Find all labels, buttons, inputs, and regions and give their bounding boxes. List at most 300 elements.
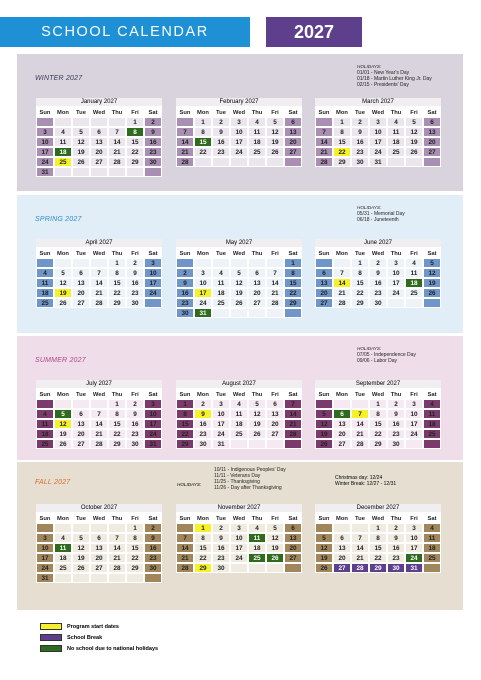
day-cell: 2 [212,117,230,127]
day-cell: 6 [72,268,90,278]
day-cell: 27 [333,563,351,573]
day-cell: 20 [315,288,333,298]
day-cell: 12 [315,419,333,429]
season-1 [17,54,463,191]
day-cell: 3 [405,523,423,533]
day-cell: 26 [315,563,333,573]
day-cell: 21 [176,553,194,563]
weekday-header: Sat [423,248,441,258]
day-cell: 5 [54,268,72,278]
day-cell: 7 [108,533,126,543]
day-cell: 27 [284,553,302,563]
day-cell: 23 [126,429,144,439]
empty-cell [194,157,212,167]
month-calendar [176,380,302,449]
weekday-header: Sat [423,389,441,399]
day-cell: 6 [72,409,90,419]
weekday-header: Mon [333,248,351,258]
weekday-header: Fri [266,107,284,117]
day-cell: 17 [36,553,54,563]
day-grid [176,248,302,318]
holiday-note: 11/11 - Veterans Day [214,473,261,479]
weekday-header: Thu [387,513,405,523]
day-cell: 20 [72,429,90,439]
day-grid [176,389,302,449]
day-cell: 6 [266,399,284,409]
day-grid [315,389,441,449]
month-title: August 2027 [176,380,302,389]
weekday-header: Mon [54,107,72,117]
holiday-note: 01/01 - New Year's Day [357,70,410,76]
day-cell: 28 [108,157,126,167]
empty-cell [266,439,284,449]
day-cell: 31 [405,563,423,573]
month-title: February 2027 [176,98,302,107]
day-cell: 27 [333,439,351,449]
day-cell: 9 [176,278,194,288]
empty-cell [90,573,108,583]
day-cell: 17 [230,137,248,147]
day-cell: 2 [351,117,369,127]
day-cell: 15 [194,137,212,147]
empty-cell [144,573,162,583]
day-cell: 11 [423,533,441,543]
day-cell: 29 [126,563,144,573]
day-cell: 13 [333,543,351,553]
day-cell: 18 [230,419,248,429]
weekday-header: Tue [212,389,230,399]
weekday-header: Fri [266,513,284,523]
day-cell: 27 [423,147,441,157]
empty-cell [266,157,284,167]
weekday-header: Tue [72,389,90,399]
empty-cell [212,258,230,268]
day-cell: 11 [36,278,54,288]
weekday-header: Sat [144,248,162,258]
day-grid [36,107,162,177]
empty-cell [54,523,72,533]
day-cell: 18 [423,419,441,429]
day-cell: 21 [176,147,194,157]
day-cell: 16 [144,137,162,147]
day-cell: 24 [230,147,248,157]
empty-cell [333,258,351,268]
day-cell: 29 [369,563,387,573]
legend-swatch [40,623,62,630]
day-cell: 7 [90,409,108,419]
day-cell: 22 [126,553,144,563]
weekday-header: Tue [72,107,90,117]
day-grid [315,107,441,167]
day-cell: 17 [405,419,423,429]
season-name: WINTER 2027 [35,75,83,82]
day-cell: 3 [144,258,162,268]
month-calendar [315,239,441,308]
empty-cell [36,117,54,127]
empty-cell [126,167,144,177]
day-cell: 26 [54,298,72,308]
day-cell: 25 [423,553,441,563]
day-cell: 8 [284,268,302,278]
day-cell: 23 [194,429,212,439]
day-cell: 15 [108,278,126,288]
holiday-notes [214,467,286,491]
empty-cell [72,399,90,409]
empty-cell [90,399,108,409]
weekday-header: Sat [423,107,441,117]
winter-break-notes [335,475,396,487]
month-calendar [36,504,162,583]
day-cell: 31 [36,167,54,177]
empty-cell [230,308,248,318]
day-cell: 13 [284,127,302,137]
day-grid [315,248,441,308]
day-cell: 4 [405,258,423,268]
day-grid [36,389,162,449]
day-cell: 18 [54,553,72,563]
day-cell: 8 [194,127,212,137]
day-cell: 4 [54,533,72,543]
day-cell: 22 [176,429,194,439]
day-cell: 8 [369,533,387,543]
day-cell: 29 [126,157,144,167]
day-cell: 23 [351,147,369,157]
legend-label: No school due to national holidays [67,645,159,652]
empty-cell [144,298,162,308]
day-cell: 22 [108,429,126,439]
day-cell: 6 [284,523,302,533]
day-cell: 10 [405,409,423,419]
weekday-header: Sat [284,389,302,399]
weekday-header: Sat [144,389,162,399]
day-cell: 29 [108,439,126,449]
weekday-header: Thu [387,107,405,117]
day-cell: 20 [333,553,351,563]
empty-cell [212,157,230,167]
empty-cell [176,117,194,127]
weekday-header: Wed [369,513,387,523]
day-cell: 14 [176,137,194,147]
holiday-note: 11/26 - Day after Thanksgiving [214,485,282,491]
day-cell: 12 [248,409,266,419]
day-cell: 28 [351,439,369,449]
day-cell: 18 [387,137,405,147]
empty-cell [126,573,144,583]
day-cell: 22 [126,147,144,157]
day-cell: 17 [212,419,230,429]
weekday-header: Fri [266,248,284,258]
weekday-header: Mon [54,248,72,258]
day-cell: 7 [176,533,194,543]
day-cell: 7 [176,127,194,137]
weekday-header: Mon [194,513,212,523]
legend-swatch [40,645,62,652]
day-cell: 7 [351,409,369,419]
empty-cell [90,258,108,268]
day-cell: 21 [351,429,369,439]
day-cell: 1 [194,117,212,127]
weekday-header: Tue [351,107,369,117]
day-cell: 14 [266,278,284,288]
month-calendar [315,504,441,573]
day-cell: 2 [387,523,405,533]
holiday-note: 02/15 - Presidents' Day [357,82,409,88]
day-cell: 14 [90,419,108,429]
day-cell: 17 [387,278,405,288]
day-cell: 26 [72,563,90,573]
holiday-note: 11/25 - Thanksgiving [214,479,260,485]
day-cell: 10 [194,278,212,288]
day-cell: 16 [387,543,405,553]
day-cell: 22 [369,429,387,439]
day-cell: 13 [315,278,333,288]
day-cell: 2 [369,258,387,268]
empty-cell [405,298,423,308]
weekday-header: Fri [405,107,423,117]
empty-cell [248,439,266,449]
day-cell: 8 [176,409,194,419]
day-cell: 6 [423,117,441,127]
day-cell: 30 [351,157,369,167]
day-cell: 15 [369,419,387,429]
day-cell: 29 [333,157,351,167]
day-cell: 14 [108,543,126,553]
empty-cell [194,258,212,268]
weekday-header: Tue [72,513,90,523]
weekday-header: Sun [315,389,333,399]
day-cell: 3 [212,399,230,409]
empty-cell [248,308,266,318]
empty-cell [212,308,230,318]
day-cell: 3 [387,258,405,268]
weekday-header: Thu [248,107,266,117]
empty-cell [315,399,333,409]
weekday-header: Wed [369,107,387,117]
empty-cell [90,167,108,177]
empty-cell [333,523,351,533]
weekday-header: Wed [230,513,248,523]
day-cell: 9 [351,127,369,137]
day-cell: 10 [212,409,230,419]
empty-cell [144,167,162,177]
weekday-header: Tue [72,248,90,258]
month-calendar [36,98,162,177]
day-cell: 30 [126,439,144,449]
day-cell: 9 [387,409,405,419]
season-name: SUMMER 2027 [35,357,86,364]
day-cell: 19 [266,137,284,147]
weekday-header: Mon [54,389,72,399]
day-cell: 6 [333,533,351,543]
empty-cell [284,563,302,573]
day-grid [176,513,302,573]
day-cell: 7 [333,268,351,278]
weekday-header: Sat [284,248,302,258]
day-cell: 21 [333,288,351,298]
day-cell: 17 [369,137,387,147]
day-cell: 1 [284,258,302,268]
day-cell: 4 [212,268,230,278]
day-cell: 10 [387,268,405,278]
day-cell: 20 [72,288,90,298]
day-cell: 31 [212,439,230,449]
empty-cell [351,399,369,409]
day-cell: 18 [248,543,266,553]
month-calendar [315,380,441,449]
day-cell: 2 [212,523,230,533]
day-cell: 24 [144,429,162,439]
empty-cell [248,563,266,573]
day-cell: 5 [266,117,284,127]
day-cell: 19 [248,419,266,429]
empty-cell [405,157,423,167]
empty-cell [266,563,284,573]
weekday-header: Wed [90,513,108,523]
day-cell: 28 [333,298,351,308]
month-calendar [36,239,162,308]
day-cell: 27 [248,298,266,308]
day-cell: 18 [405,278,423,288]
day-cell: 20 [90,553,108,563]
day-cell: 1 [351,258,369,268]
legend-label: School Break [67,634,103,641]
empty-cell [351,523,369,533]
day-cell: 9 [126,268,144,278]
day-cell: 4 [248,523,266,533]
weekday-header: Fri [126,513,144,523]
day-cell: 17 [144,419,162,429]
empty-cell [90,523,108,533]
day-cell: 22 [108,288,126,298]
weekday-header: Sun [176,248,194,258]
day-cell: 2 [126,258,144,268]
holiday-note: 07/05 - Independence Day [357,352,416,358]
day-cell: 26 [72,157,90,167]
weekday-header: Thu [108,513,126,523]
weekday-header: Sat [284,513,302,523]
day-cell: 4 [387,117,405,127]
month-title: April 2027 [36,239,162,248]
holidays-heading: HOLIDAYS: [357,64,382,69]
weekday-header: Mon [333,107,351,117]
day-cell: 4 [36,268,54,278]
empty-cell [72,258,90,268]
empty-cell [230,157,248,167]
holiday-note: 10/11 - Indigenous Peoples' Day [214,467,286,473]
day-cell: 18 [248,137,266,147]
weekday-header: Wed [230,107,248,117]
day-grid [36,513,162,583]
day-cell: 16 [212,137,230,147]
weekday-header: Tue [212,513,230,523]
day-cell: 28 [176,563,194,573]
day-cell: 14 [90,278,108,288]
weekday-header: Thu [108,107,126,117]
day-cell: 18 [423,543,441,553]
day-cell: 15 [369,543,387,553]
day-cell: 7 [351,533,369,543]
holiday-notes [357,64,432,88]
day-cell: 11 [36,419,54,429]
month-calendar [36,380,162,449]
day-cell: 10 [36,137,54,147]
weekday-header: Mon [194,389,212,399]
day-cell: 8 [194,533,212,543]
weekday-header: Tue [212,248,230,258]
day-cell: 4 [54,127,72,137]
day-cell: 29 [176,439,194,449]
day-cell: 17 [36,147,54,157]
weekday-header: Sun [36,248,54,258]
day-cell: 13 [284,533,302,543]
day-cell: 27 [90,563,108,573]
day-cell: 10 [230,533,248,543]
day-cell: 31 [194,308,212,318]
day-cell: 4 [423,399,441,409]
empty-cell [230,563,248,573]
day-cell: 11 [248,127,266,137]
weekday-header: Sat [423,513,441,523]
weekday-header: Tue [351,248,369,258]
day-cell: 9 [212,533,230,543]
day-cell: 5 [54,409,72,419]
day-cell: 23 [387,429,405,439]
day-cell: 24 [405,429,423,439]
day-cell: 11 [54,137,72,147]
day-cell: 19 [72,147,90,157]
day-cell: 5 [248,399,266,409]
day-cell: 24 [36,563,54,573]
weekday-header: Fri [405,513,423,523]
day-cell: 25 [248,553,266,563]
day-cell: 26 [248,429,266,439]
day-cell: 30 [144,157,162,167]
day-cell: 27 [72,439,90,449]
day-cell: 23 [212,147,230,157]
day-cell: 21 [108,147,126,157]
day-cell: 14 [315,137,333,147]
day-cell: 3 [369,117,387,127]
day-cell: 22 [333,147,351,157]
day-cell: 13 [266,409,284,419]
page-title: SCHOOL CALENDAR [0,17,250,47]
day-cell: 22 [284,288,302,298]
season-4 [17,462,463,610]
day-cell: 29 [194,563,212,573]
day-cell: 21 [90,288,108,298]
day-cell: 12 [54,419,72,429]
day-cell: 12 [405,127,423,137]
day-cell: 5 [230,268,248,278]
day-cell: 16 [126,419,144,429]
weekday-header: Fri [405,389,423,399]
day-cell: 22 [351,288,369,298]
day-cell: 13 [333,419,351,429]
day-cell: 16 [126,278,144,288]
weekday-header: Sat [284,107,302,117]
legend-label: Program start dates [67,623,119,630]
weekday-header: Sun [176,513,194,523]
day-cell: 24 [387,288,405,298]
empty-cell [54,258,72,268]
day-cell: 29 [284,298,302,308]
empty-cell [284,157,302,167]
weekday-header: Wed [230,248,248,258]
day-cell: 4 [248,117,266,127]
weekday-header: Thu [108,248,126,258]
month-title: December 2027 [315,504,441,513]
day-cell: 25 [387,147,405,157]
